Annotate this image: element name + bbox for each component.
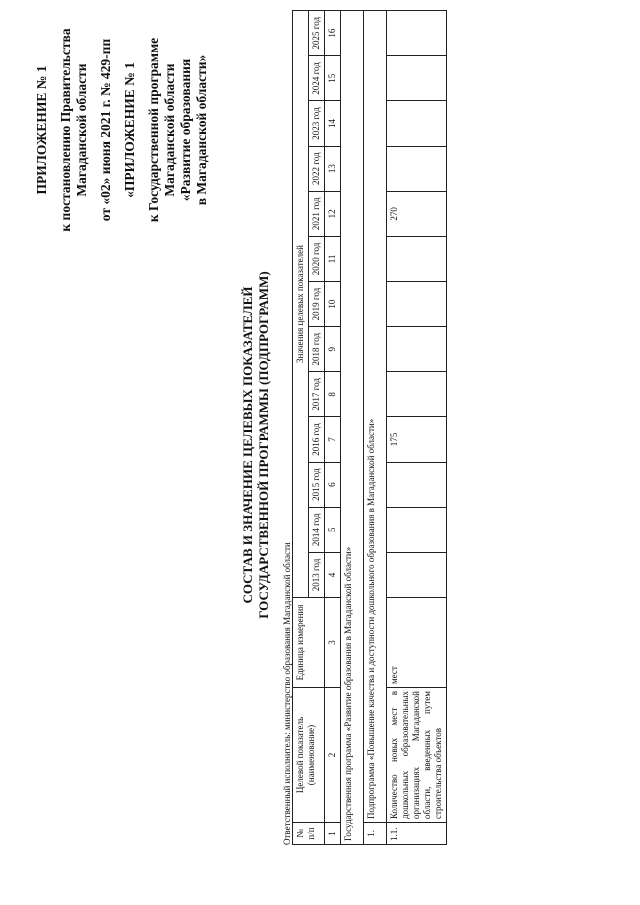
column-number: 7 (325, 417, 341, 462)
program-line: к Государственной программе (146, 37, 161, 223)
column-number: 3 (325, 598, 341, 688)
indicators-table (292, 10, 447, 845)
subprogram-title: Подпрограмма «Повышение качества и доступности дошкольного образования в Магаданской области» (364, 11, 387, 823)
subprogram-number: 1. (364, 823, 387, 845)
year-header: 2014 год (309, 507, 325, 552)
col-header-values: Значения целевых показателей (293, 11, 309, 598)
decree-date: от «02» июня 2021 г. № 429-пп (98, 38, 113, 222)
column-number: 9 (325, 327, 341, 372)
column-number: 8 (325, 372, 341, 417)
column-number: 6 (325, 462, 341, 507)
col-header-unit: Единица измерения (293, 598, 325, 688)
year-header: 2018 год (309, 327, 325, 372)
item-value (387, 462, 447, 507)
appendix-title: ПРИЛОЖЕНИЕ № 1 (34, 65, 49, 195)
column-number: 1 (325, 823, 341, 845)
item-value (387, 146, 447, 191)
column-number: 5 (325, 507, 341, 552)
col-header-pp: № п/п (293, 823, 325, 845)
column-number: 16 (325, 11, 341, 56)
column-numbers-row (325, 11, 341, 845)
item-value (387, 327, 447, 372)
item-value (387, 101, 447, 146)
column-number: 12 (325, 191, 341, 236)
item-number: 1.1. (387, 823, 447, 845)
col-header-name: Целевой показатель (наименование) (293, 688, 325, 823)
program-line: «Развитие образования (178, 58, 193, 202)
year-header: 2015 год (309, 462, 325, 507)
item-value: 175 (387, 417, 447, 462)
column-number: 2 (325, 688, 341, 823)
year-header: 2024 год (309, 56, 325, 101)
decree-line: к постановлению Правительства (58, 28, 73, 232)
item-value: 270 (387, 191, 447, 236)
subprogram-row (364, 11, 387, 845)
year-header: 2013 год (309, 552, 325, 597)
program-line: Магаданской области (162, 63, 177, 197)
decree-line: Магаданской области (74, 63, 89, 197)
column-number: 15 (325, 56, 341, 101)
item-value (387, 56, 447, 101)
appendix-header (34, 20, 210, 240)
year-header: 2019 год (309, 282, 325, 327)
year-header: 2017 год (309, 372, 325, 417)
item-unit: мест (387, 598, 447, 688)
column-number: 4 (325, 552, 341, 597)
year-header: 2023 год (309, 101, 325, 146)
column-number: 11 (325, 236, 341, 281)
item-value (387, 552, 447, 597)
column-number: 14 (325, 101, 341, 146)
item-name: Количество новых мест в дошкольных образовательных организациях Магаданской области, введенных путем строительства объектов (387, 688, 447, 823)
year-header: 2021 год (309, 191, 325, 236)
document-title (240, 165, 272, 725)
title-line: ГОСУДАРСТВЕННОЙ ПРОГРАММЫ (ПОДПРОГРАММ) (256, 271, 271, 619)
year-header: 2022 год (309, 146, 325, 191)
header-row (293, 11, 309, 845)
item-value (387, 282, 447, 327)
inner-appendix-title: «ПРИЛОЖЕНИЕ № 1 (122, 62, 137, 198)
item-value (387, 372, 447, 417)
program-line: в Магаданской области» (194, 54, 209, 206)
program-title: Государственная программа «Развитие образования в Магаданской области» (341, 11, 364, 845)
program-row (341, 11, 364, 845)
title-line: СОСТАВ И ЗНАЧЕНИЕ ЦЕЛЕВЫХ ПОКАЗАТЕЛЕЙ (240, 286, 255, 604)
column-number: 10 (325, 282, 341, 327)
item-value (387, 11, 447, 56)
year-header: 2016 год (309, 417, 325, 462)
responsible-executor: Ответственный исполнитель: министерство образования Магаданской области (282, 542, 292, 845)
table-row (387, 11, 447, 845)
year-header: 2025 год (309, 11, 325, 56)
year-header: 2020 год (309, 236, 325, 281)
column-number: 13 (325, 146, 341, 191)
item-value (387, 236, 447, 281)
item-value (387, 507, 447, 552)
